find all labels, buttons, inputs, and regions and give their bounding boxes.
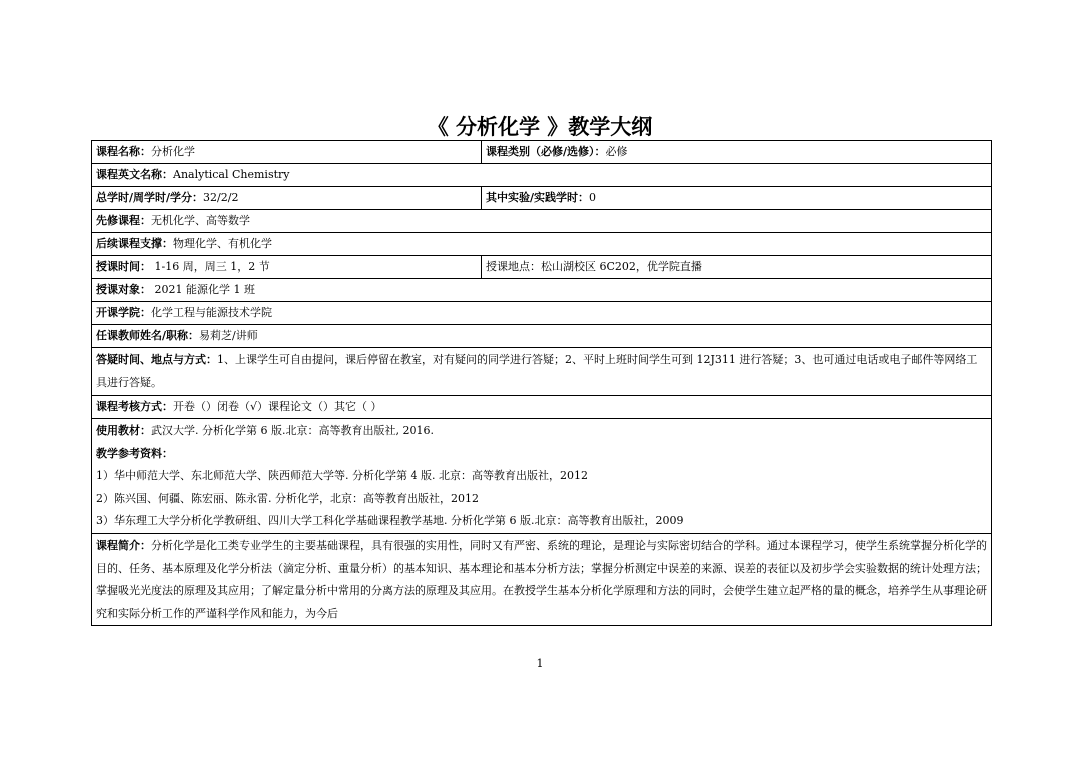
lab-hours-label: 其中实验/实践学时： — [486, 191, 590, 204]
course-type-label: 课程类别（必修/选修）： — [486, 145, 606, 158]
teacher-value: 易莉芝/讲师 — [199, 329, 258, 342]
table-row — [92, 256, 992, 279]
prerequisites-cell — [92, 210, 992, 233]
intro-label: 课程简介： — [96, 539, 151, 552]
course-type-value: 必修 — [605, 145, 628, 158]
assessment-value: 开卷（）闭卷（√）课程论文（）其它（ ） — [173, 400, 382, 413]
assessment-cell — [92, 396, 992, 419]
list-item: 2）陈兴国、何疆、陈宏丽、陈永雷. 分析化学，北京：高等教育出版社，2012 — [96, 491, 479, 505]
hours-cell — [92, 187, 482, 210]
college-label: 开课学院： — [96, 306, 151, 319]
teacher-cell — [92, 325, 992, 348]
table-row — [92, 233, 992, 256]
prerequisites-label: 先修课程： — [96, 214, 151, 227]
table-row — [92, 302, 992, 325]
english-name-cell — [92, 164, 992, 187]
time-value: 1-16 周，周三 1，2 节 — [151, 260, 270, 273]
qa-cell — [92, 348, 992, 396]
course-name-value: 分析化学 — [151, 145, 195, 158]
teacher-label: 任课教师姓名/职称： — [96, 329, 200, 342]
audience-label: 授课对象： — [96, 283, 151, 296]
time-cell — [92, 256, 482, 279]
lab-hours-cell — [482, 187, 992, 210]
refs-label: 教学参考资料： — [96, 446, 173, 460]
list-item: 3）华东理工大学分析化学教研组、四川大学工科化学基础课程教学基地. 分析化学第 6 版.北京：高等教育出版社，2009 — [96, 514, 684, 527]
table-row — [92, 279, 992, 302]
college-cell — [92, 302, 992, 325]
lab-hours-value: 0 — [589, 191, 597, 204]
textbook-line — [96, 420, 987, 443]
course-type-cell — [482, 141, 992, 164]
intro-cell — [92, 534, 992, 626]
assessment-label: 课程考核方式： — [96, 400, 173, 413]
page-number: 1 — [536, 657, 544, 670]
table-row — [92, 534, 992, 626]
audience-value: 2021 能源化学 1 班 — [151, 283, 255, 296]
textbook-value: 武汉大学. 分析化学第 6 版.北京：高等教育出版社, 2016. — [151, 424, 434, 437]
prerequisites-value: 无机化学、高等数学 — [151, 214, 250, 227]
english-name-label: 课程英文名称： — [96, 168, 173, 181]
table-row — [92, 419, 992, 534]
textbook-label: 使用教材： — [96, 424, 151, 437]
intro-value: 分析化学是化工类专业学生的主要基础课程，具有很强的实用性，同时又有严密、系统的理论，是理论与实际密切结合的学科。通过本课程学习，使学生系统掌握分析化学的目的、任务、基本原理及化学分析法（滴定分析、重量分析）的基本知识、基本理论和基本分析方法；掌握分析测定中误差的来源、误差的表征以及初步学会实验数据的统计处理方法；掌握吸光光度法的原理及其应用；了解定量分析中常用的分离方法的原理及其应用。在教授学生基本分析化学原理和方法的同时，会使学生建立起严格的量的概念，培养学生从事理论研究和实际分析工作的严谨科学作风和能力，为今后 — [96, 539, 987, 620]
english-name-value: Analytical Chemistry — [173, 168, 290, 181]
time-label: 授课时间： — [96, 260, 151, 273]
table-row — [92, 325, 992, 348]
location-cell — [482, 256, 992, 279]
audience-cell — [92, 279, 992, 302]
document-title: 《 分析化学 》教学大纲 — [427, 114, 653, 139]
qa-value: 1、上课学生可自由提问，课后停留在教室，对有疑问的同学进行答疑；2、平时上班时间学生可到 12J311 进行答疑；3、也可通过电话或电子邮件等网络工具进行答疑。 — [96, 353, 978, 389]
followup-value: 物理化学、有机化学 — [173, 237, 272, 250]
table-row — [92, 210, 992, 233]
table-row — [92, 396, 992, 419]
syllabus-table — [91, 140, 992, 626]
hours-label: 总学时/周学时/学分： — [96, 191, 204, 204]
course-name-cell — [92, 141, 482, 164]
table-row — [92, 164, 992, 187]
followup-label: 后续课程支撑： — [96, 237, 173, 250]
table-row — [92, 141, 992, 164]
hours-value: 32/2/2 — [203, 191, 239, 204]
table-row — [92, 348, 992, 396]
qa-label: 答疑时间、地点与方式： — [96, 353, 217, 366]
location-value: 授课地点：松山湖校区 6C202，优学院直播 — [486, 260, 702, 273]
list-item: 1）华中师范大学、东北师范大学、陕西师范大学等. 分析化学第 4 版. 北京：高等教育出版社，2012 — [96, 469, 588, 482]
college-value: 化学工程与能源技术学院 — [151, 306, 272, 319]
followup-cell — [92, 233, 992, 256]
course-name-label: 课程名称： — [96, 145, 151, 158]
materials-cell — [92, 419, 992, 534]
table-row — [92, 187, 992, 210]
